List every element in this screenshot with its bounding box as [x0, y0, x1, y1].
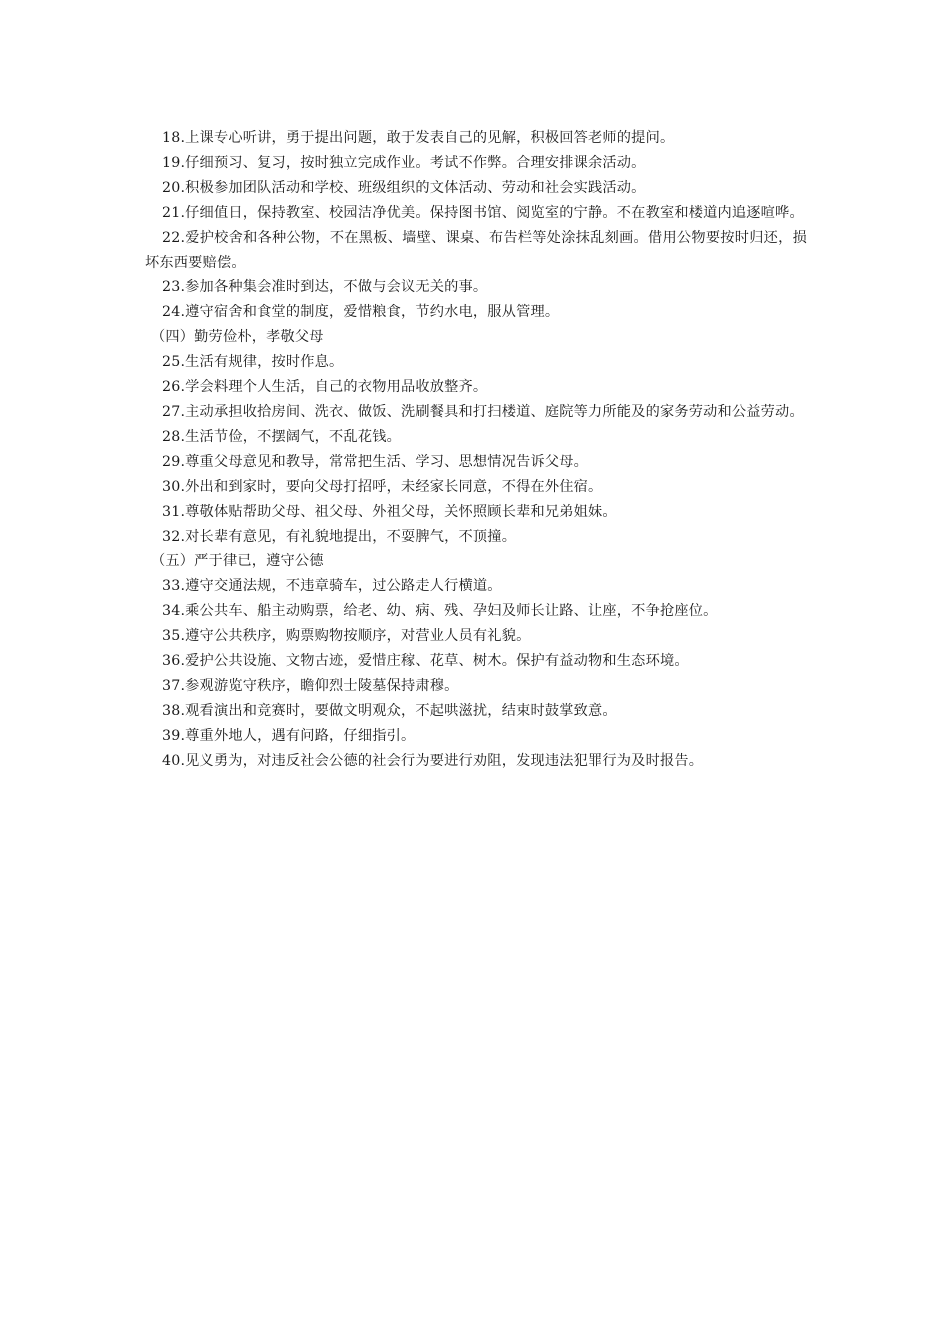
rule-item-32: 32.对长辈有意见，有礼貌地提出，不耍脾气，不顶撞。	[162, 528, 517, 545]
rule-item-35: 35.遵守公共秩序，购票购物按顺序，对营业人员有礼貌。	[162, 628, 531, 645]
rule-item-23: 23.参加各种集会准时到达，不做与会议无关的事。	[162, 279, 488, 296]
section-heading-5: （五）严于律已，遵守公德	[151, 553, 324, 570]
rule-item-18: 18.上课专心听讲，勇于提出问题，敢于发表自己的见解，积极回答老师的提问。	[162, 130, 675, 146]
rule-item-26: 26.学会料理个人生活，自己的衣物用品收放整齐。	[162, 379, 488, 396]
document-body	[145, 126, 807, 774]
rule-item-28: 28.生活节俭，不摆阔气，不乱花钱。	[162, 428, 401, 445]
rule-item-29: 29.尊重父母意见和教导，常常把生活、学习、思想情况告诉父母。	[162, 453, 589, 470]
rule-item-30: 30.外出和到家时，要向父母打招呼，未经家长同意，不得在外住宿。	[162, 478, 603, 495]
rule-item-37: 37.参观游览守秩序，瞻仰烈士陵墓保持肃穆。	[162, 677, 459, 694]
rule-item-22: 22.爱护校舍和各种公物，不在黑板、墙壁、课桌、布告栏等处涂抹乱刻画。借用公物要按时归还，损坏东西要赔偿。	[145, 229, 807, 271]
rule-item-36: 36.爱护公共设施、文物古迹，爱惜庄稼、花草、树木。保护有益动物和生态环境。	[162, 653, 689, 670]
rule-item-25: 25.生活有规律，按时作息。	[162, 354, 344, 371]
rule-item-40: 40.见义勇为，对违反社会公德的社会行为要进行劝阻，发现违法犯罪行为及时报告。	[162, 752, 704, 769]
section-heading-4: （四）勤劳俭朴，孝敬父母	[151, 329, 324, 346]
rule-item-27: 27.主动承担收拾房间、洗衣、做饭、洗刷餐具和打扫楼道、庭院等力所能及的家务劳动和公益劳动。	[162, 403, 804, 420]
rule-item-21: 21.仔细值日，保持教室、校园洁净优美。保持图书馆、阅览室的宁静。不在教室和楼道内追逐喧哗。	[162, 204, 804, 221]
rule-item-33: 33.遵守交通法规，不违章骑车，过公路走人行横道。	[162, 578, 502, 595]
rule-item-34: 34.乘公共车、船主动购票，给老、幼、病、残、孕妇及师长让路、让座，不争抢座位。	[162, 603, 718, 620]
rule-item-24: 24.遵守宿舍和食堂的制度，爱惜粮食，节约水电，服从管理。	[162, 304, 560, 321]
rule-item-31: 31.尊敬体贴帮助父母、祖父母、外祖父母，关怀照顾长辈和兄弟姐妹。	[162, 503, 617, 520]
rule-item-20: 20.积极参加团队活动和学校、班级组织的文体活动、劳动和社会实践活动。	[162, 179, 646, 196]
rule-item-19: 19.仔细预习、复习，按时独立完成作业。考试不作弊。合理安排课余活动。	[162, 154, 646, 171]
rule-item-38: 38.观看演出和竞赛时，要做文明观众，不起哄滋扰，结束时鼓掌致意。	[162, 702, 617, 719]
rule-item-39: 39.尊重外地人，遇有问路，仔细指引。	[162, 727, 416, 744]
